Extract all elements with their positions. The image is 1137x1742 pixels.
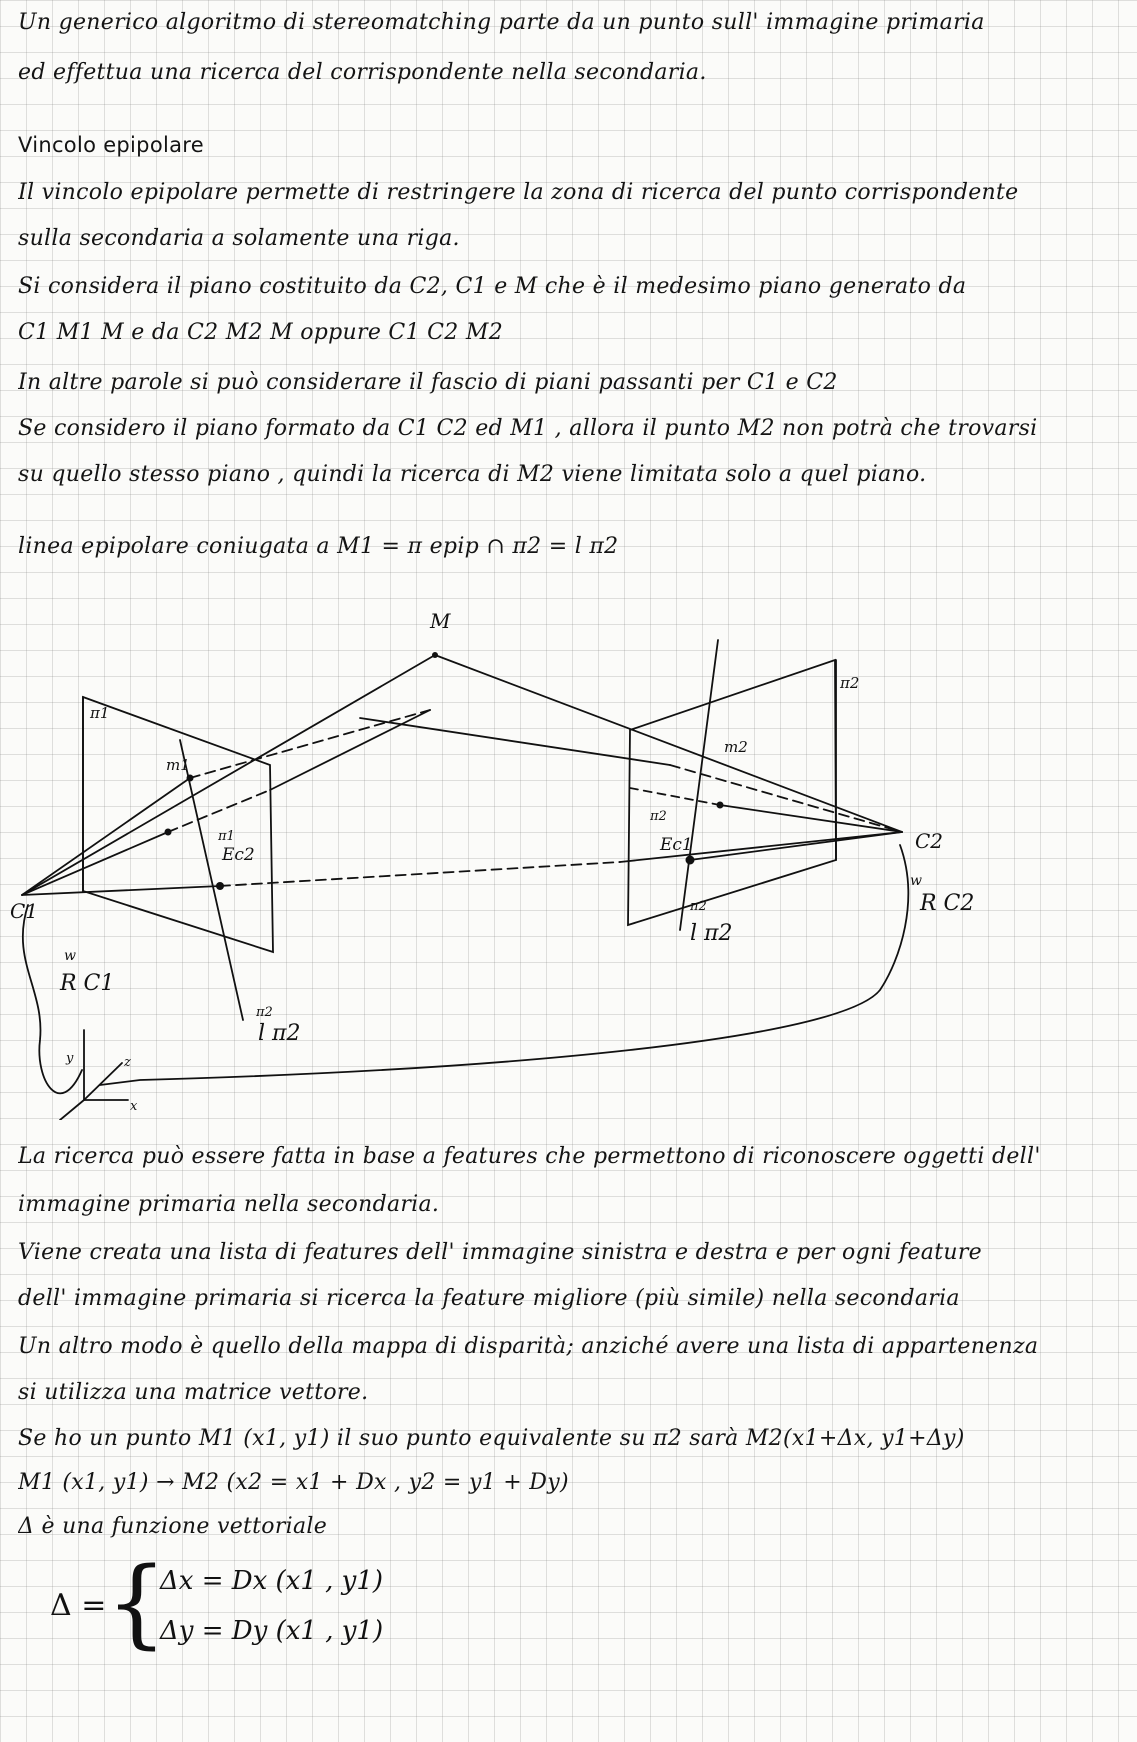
delta-lhs: Δ = xyxy=(50,1588,107,1623)
delta-row-x: Δx = Dx (x1 , y1) xyxy=(160,1566,384,1596)
label-c2: C2 xyxy=(915,829,944,853)
text-line-7: C1 M1 M e da C2 M2 M oppure C1 C2 M2 xyxy=(18,320,504,345)
curve-rc2 xyxy=(100,845,908,1085)
curly-brace-icon: { xyxy=(106,1547,168,1659)
label-axis-y: y xyxy=(66,1051,74,1066)
text-line-20: Δ è una funzione vettoriale xyxy=(18,1514,328,1539)
label-l-left: l π2 xyxy=(258,1021,301,1046)
text-line-4: Il vincolo epipolare permette di restringere la zona di ricerca del punto corrispondente xyxy=(18,180,1019,205)
label-pi2-small: π2 xyxy=(650,809,667,824)
delta-row-y: Δy = Dy (x1 , y1) xyxy=(160,1616,384,1646)
label-ec1: Ec1 xyxy=(660,835,693,855)
label-pi2-small-right: π2 xyxy=(690,899,707,914)
label-pi1: π1 xyxy=(90,704,110,722)
point-m xyxy=(432,652,438,658)
text-line-14: Viene creata una lista di features dell' immagine sinistra e destra e per ogni feature xyxy=(18,1240,982,1265)
label-m2: m2 xyxy=(724,738,748,756)
text-line-5: sulla secondaria a solamente una riga. xyxy=(18,226,460,251)
label-pi1-small: π1 xyxy=(218,829,235,844)
label-axis-z: z xyxy=(124,1055,131,1070)
label-c1: C1 xyxy=(10,899,39,923)
text-line-12: La ricerca può essere fatta in base a features che permettono di riconoscere oggetti dell' xyxy=(18,1144,1041,1169)
text-line-19: M1 (x1, y1) → M2 (x2 = x1 + Dx , y2 = y1 + Dy) xyxy=(18,1470,569,1495)
label-rc1: R C1 xyxy=(60,971,115,996)
delta-system xyxy=(50,1547,470,1666)
text-line-10: su quello stesso piano , quindi la ricerca di M2 viene limitata solo a quel piano. xyxy=(18,462,927,487)
label-l-right: l π2 xyxy=(690,921,733,946)
baseline-dashed xyxy=(220,862,620,886)
text-line-6: Si considera il piano costituito da C2, C1 e M che è il medesimo piano generato da xyxy=(18,274,967,299)
epipolar-line-left xyxy=(180,740,243,1020)
left-image-plane xyxy=(83,697,273,952)
label-axis-x: x xyxy=(130,1099,138,1114)
text-line-17: si utilizza una matrice vettore. xyxy=(18,1380,369,1405)
section-heading: Vincolo epipolare xyxy=(18,133,204,157)
ray-m-c2 xyxy=(435,655,902,832)
text-line-9: Se considero il piano formato da C1 C2 ed M1 , allora il punto M2 non potrà che trovarsi xyxy=(18,416,1038,441)
epipolar-line-right xyxy=(680,640,718,930)
text-line-13: immagine primaria nella secondaria. xyxy=(18,1192,440,1217)
label-w1: w xyxy=(64,948,76,964)
text-line-18: Se ho un punto M1 (x1, y1) il suo punto equivalente su π2 sarà M2(x1+Δx, y1+Δy) xyxy=(18,1426,965,1451)
text-line-8: In altre parole si può considerare il fascio di piani passanti per C1 e C2 xyxy=(18,370,838,395)
label-pi2: π2 xyxy=(840,674,860,692)
formula-epipolar-line: linea epipolare coniugata a M1 = π epip ∩ π2 = l π2 xyxy=(18,534,619,559)
text-line-2: ed effettua una ricerca del corrispondente nella secondaria. xyxy=(18,60,707,85)
point-ec1 xyxy=(686,856,695,865)
epipolar-geometry-diagram xyxy=(0,600,1137,1120)
point-ec2 xyxy=(216,882,224,890)
text-line-15: dell' immagine primaria si ricerca la feature migliore (più simile) nella secondaria xyxy=(18,1286,960,1311)
label-pi3-small: π2 xyxy=(256,1005,273,1020)
world-axis-z xyxy=(84,1063,122,1100)
text-line-16: Un altro modo è quello della mappa di disparità; anziché avere una lista di appartenenza xyxy=(18,1334,1039,1359)
label-m: M xyxy=(430,609,451,633)
right-image-plane xyxy=(628,660,836,925)
label-w2: w xyxy=(910,873,922,889)
label-rc2: R C2 xyxy=(920,891,975,916)
label-m1: m1 xyxy=(166,756,190,774)
label-ec2: Ec2 xyxy=(222,845,255,865)
text-line-1: Un generico algoritmo di stereomatching parte da un punto sull' immagine primaria xyxy=(18,10,985,35)
point-m1 xyxy=(187,775,194,782)
